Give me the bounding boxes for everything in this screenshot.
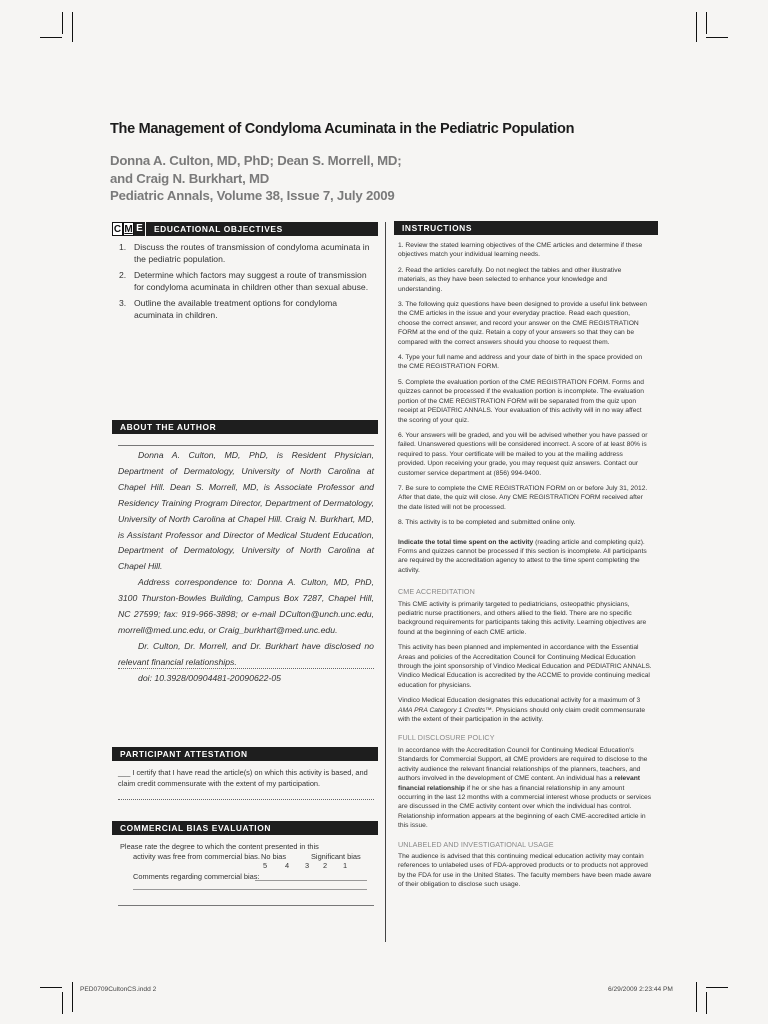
crop-mark [696,982,697,1012]
bias-header [112,821,378,835]
citation-line: Pediatric Annals, Volume 38, Issue 7, July 2009 [110,188,395,203]
divider [118,445,374,446]
disclosure-text-part: In accordance with the Accreditation Council for Continuing Medical Education's Standards for Commercial Support, all CME providers are required to disclose to the activity audience the relevant financial relationships of the planners, teachers, and authors involved in the development of CME content. An individual has a [398,746,648,783]
author-disclosure: Dr. Culton, Dr. Morrell, and Dr. Burkhart have disclosed no relevant financial relationships. [118,640,374,667]
attestation-header-label: PARTICIPANT ATTESTATION [120,749,248,759]
comments-field[interactable] [133,889,367,890]
bias-prompt: activity was free from commercial bias. [133,852,260,861]
rating-option[interactable]: 5 [263,861,268,870]
author-correspondence: Address correspondence to: Donna A. Culton, MD, PhD, 3100 Thurston-Bowles Building, Campus Box 7287, Chapel Hill, NC 27599; fax: 919-966-3898; or e-mail DCulton@unch.unc.edu, morrell@med.unc.edu, or Craig_burkhart@med.unc.edu. [118,577,374,635]
item-number: 2. [119,270,127,281]
bias-prompt: Please rate the degree to which the content presented in this [120,842,319,851]
crop-mark [72,12,73,42]
divider [118,905,374,906]
about-author-text [118,448,374,687]
disclosure-bold: relevant financial relationship [398,775,641,792]
instruction-item: 4. Type your full name and address and your date of birth in the space provided on the CME REGISTRATION FORM. [398,354,643,371]
crop-mark [72,982,73,1012]
cme-logo-letter: E [134,222,145,236]
instruction-item: 7. Be sure to complete the CME REGISTRATION FORM on or before July 31, 2012. After that date, the quiz will close. Any CME REGISTRATION FORM received after the date listed will not be processed. [398,484,648,511]
instruction-item: 3. The following quiz questions have been designed to provide a useful link between the CME articles in the issue and your everyday practice. Read each question, choose the correct answer, and record your answer on the CME REGISTRATION FORM at the end of the quiz. Retain a copy of your answers so that they can be compared with the correct answers should you choose to request them. [398,301,647,346]
rating-option[interactable]: 3 [305,861,310,870]
file-slug: PED0709CultonCS.indd 2 [80,986,157,993]
page-title: The Management of Condyloma Acuminata in the Pediatric Population [110,121,575,137]
no-bias-label: No bias [261,852,287,861]
print-date: 6/29/2009 2:23:44 PM [608,986,673,993]
attestation-header [112,747,378,761]
rating-option[interactable]: 2 [323,861,328,870]
time-spent-note [398,538,652,576]
list-item [119,242,377,265]
divider [118,799,374,800]
divider [118,668,374,669]
crop-mark [706,37,728,38]
crop-mark [706,12,707,34]
item-text: Discuss the routes of transmission of condyloma acuminata in the pediatric population. [134,242,370,264]
about-header-label: ABOUT THE AUTHOR [120,422,217,432]
doi: doi: 10.3928/00904481-20090622-05 [138,672,281,683]
disclosure-text [398,746,652,831]
item-text: Outline the available treatment options for condyloma acuminata in children. [134,298,338,320]
time-spent-bold: Indicate the total time spent on the activity [398,538,534,546]
item-text: Determine which factors may suggest a route of transmission for condyloma acuminata in children other than sexual abuse. [134,270,369,292]
accreditation-text: This activity has been planned and implemented in accordance with the Essential Areas and policies of the Accreditation Council for Continuing Medical Education through the joint sponsorship of Vindico Medical Education and PEDIATRIC ANNALS. Vindico Medical Education is accredited by the ACCME to provide continuing medical education for physicians. [398,644,652,689]
item-number: 3. [119,298,127,309]
about-header [112,420,378,434]
comments-label: Comments regarding commercial bias: [133,872,260,881]
crop-mark [62,992,63,1014]
objectives-list [119,242,377,327]
crop-mark [706,992,707,1014]
accreditation-heading: CME ACCREDITATION [398,587,475,597]
list-item [119,298,377,321]
objectives-header-label: EDUCATIONAL OBJECTIVES [154,224,283,234]
objectives-header [146,222,378,236]
disclosure-heading: FULL DISCLOSURE POLICY [398,733,495,743]
instruction-item: 5. Complete the evaluation portion of the CME REGISTRATION FORM. Forms and quizzes cannot be processed if the evaluation portion is incomplete. The evaluation portion of the CME REGISTRATION FORM will be separated from the quiz upon receipt at PEDIATRIC ANNALS. Your evaluation of this activity will in no way affect the scoring of your quiz. [398,378,644,424]
crop-mark [62,12,63,34]
instruction-item: 2. Read the articles carefully. Do not neglect the tables and other illustrative materials, as they have been selected to enhance your knowledge and understanding. [398,266,622,293]
accreditation-credit [398,696,652,724]
accreditation-text: This CME activity is primarily targeted to pediatricians, osteopathic physicians, pediatric nurse practitioners, and others allied to the field. There are no specific background requirements for participants taking this activity. Learning objectives are found at the beginning of each CME article. [398,600,647,636]
bias-header-label: COMMERCIAL BIAS EVALUATION [120,823,271,833]
significant-bias-label: Significant bias [311,852,361,861]
time-spent-rest: (reading article and completing quiz). Forms and quizzes cannot be processed if this section is incomplete. All participants are required by the accreditation agency to attest to the time spent completing the activity. [398,538,647,574]
instructions-header [394,221,658,235]
instruction-item: 1. Review the stated learning objectives of the CME articles and determine if these objectives match your individual learning needs. [398,242,643,259]
comments-field[interactable] [255,880,367,881]
attestation-text: ___ I certify that I have read the article(s) on which this activity is based, and claim credit commensurate with the extent of my participation. [118,768,368,788]
author-line: Donna A. Culton, MD, PhD; Dean S. Morrell, MD; [110,153,402,168]
author-bio: Donna A. Culton, MD, PhD, is Resident Physician, Department of Dermatology, University of North Carolina at Chapel Hill. Dean S. Morrell, MD, is Associate Professor and Residency Training Program Director, Department of Dermatology, University of North Carolina at Chapel Hill. Craig N. Burkhart, MD, is Assistant Professor and Director of Medical Student Education, Department of Dermatology, University of North Carolina at Chapel Hill. [118,450,374,572]
item-number: 1. [119,242,127,252]
rating-option[interactable]: 1 [343,861,348,870]
instruction-item: 8. This activity is to be completed and submitted online only. [398,519,576,527]
unlabeled-text: The audience is advised that this continuing medical education activity may contain references to unlabeled uses of FDA-approved products or to products not approved by the FDA for use in the United States. The faculty members have been made aware of their obligation to disclose such usage. [398,852,652,889]
list-item [119,270,377,293]
author-line: and Craig N. Burkhart, MD [110,170,270,186]
credit-text: ™. Physicians should only claim credit commensurate with the extent of their participation in the activity. [398,706,646,724]
crop-mark [696,12,697,42]
credit-italic: AMA PRA Category 1 Credits [398,706,486,714]
disclosure-text-part: if he or she has a financial relationship in any amount occurring in the last 12 months with a commercial interest whose products or services are discussed in the CME activity content over which the individual has control. Relationship information appears at the beginning of each CME-accredited article in this issue. [398,784,652,830]
author-byline [110,152,401,205]
crop-mark [40,987,62,988]
cme-logo [112,222,145,236]
column-separator [385,222,386,942]
unlabeled-heading: UNLABELED AND INVESTIGATIONAL USAGE [398,839,554,849]
cme-logo-letter: M [124,224,133,235]
credit-text: Vindico Medical Education designates this educational activity for a maximum of 3 [398,697,641,705]
crop-mark [40,37,62,38]
instructions-header-label: INSTRUCTIONS [402,223,473,233]
cme-logo-letter: C [113,224,122,235]
crop-mark [706,987,728,988]
rating-option[interactable]: 4 [285,861,290,870]
instructions-column [398,241,652,896]
instruction-item: 6. Your answers will be graded, and you will be advised whether you have passed or failed. Unanswered questions will be considered incorrect. A score of at least 80% is required to pass. Your certificate will be mailed to you at the mailing address provided. Upon receiving your grade, you may request quiz answers. Contact our customer service department at (856) 994-9400. [398,431,648,477]
